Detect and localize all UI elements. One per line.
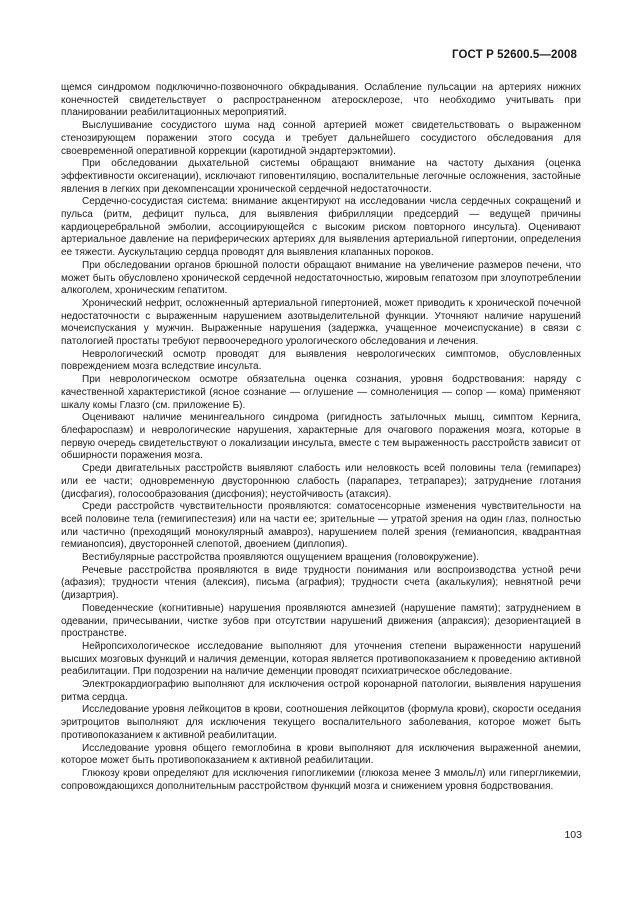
body-text xyxy=(61,82,581,793)
paragraph: Среди двигательных расстройств выявляют слабость или неловкость всей половины тела (гемипарез) или ее части; одновременную двустороннюю слабость (парапарез, тетрапарез); затруднение глотания (дисфагия), голосообразования (дисфония); неустойчивость (атаксия). xyxy=(61,463,581,500)
paragraph: Среди расстройств чувствительности проявляются: соматосенсорные изменения чувствительности на всей половине тела (гемигипестезия) или на части ее; зрительные — утратой зрения на один глаз, полностью или частично (преходящий монокулярный амавроз), нарушением полей зрения (гемианопсия, квадрантная гемианопсия), двусторонней слепотой, двоением (диплопия). xyxy=(61,501,581,551)
paragraph: Хронический нефрит, осложненный артериальной гипертонией, может приводить к хронической почечной недостаточности с выраженным нарушением азотвыделительной функции. Уточняют наличие нарушений мочеиспускания у мужчин. Выраженные нарушения (задержка, учащенное мочеиспускание) в связи с патологией простаты требуют первоочередного урологического обследования и лечения. xyxy=(61,297,581,348)
paragraph: При обследовании органов брюшной полости обращают внимание на увеличение размеров печени, что может быть обусловлено хронической сердечной недостаточностью, жировым гепатозом при злоупотреблении алкоголем, хроническим гепатитом. xyxy=(61,259,581,297)
paragraph: Электрокардиографию выполняют для исключения острой коронарной патологии, выявления нарушения ритма сердца. xyxy=(61,679,581,703)
paragraph: Вестибулярные расстройства проявляются ощущением вращения (головокружение). xyxy=(82,552,479,564)
paragraph: Поведенческие (когнитивные) нарушения проявляются амнезией (нарушение памяти); затруднением в одевании, причесывании, чистке зубов при отсутствии нарушений движения (апраксия); дезориентацией в пространстве. xyxy=(61,602,581,640)
paragraph: Неврологический осмотр проводят для выявления неврологических симптомов, обусловленных повреждением мозга вследствие инсульта. xyxy=(61,348,581,373)
paragraph: Сердечно-сосудистая система: внимание акцентируют на исследовании числа сердечных сокращений и пульса (ритм, дефицит пульса, для выявления фибрилляции предсердий — ведущей причины кардиоцеребральной эмболии, ассоциирующейся с высоким риском повторного инсульта). Оценивают артериальное давление на периферических артериях для выявления артериальной гипертонии, определения ее тяжести. Аускультацию сердца проводят для выявления клапанных пороков. xyxy=(61,196,581,259)
paragraph: Оценивают наличие менингеального синдрома (ригидность затылочных мышц, симптом Кернига, блефароспазм) и неврологические нарушения, характерные для очагового поражения мозга, которые в первую очередь свидетельствуют о локализации инсульта, вместе с тем выраженность расстройств зависит от обширности поражения мозга. xyxy=(61,412,581,462)
paragraph: Глюкозу крови определяют для исключения гипогликемии (глюкоза менее 3 ммоль/л) или гипергликемии, сопровождающихся дополнительным расстройством функций мозга и снижением уровня бодрствования. xyxy=(61,767,581,792)
paragraph: Речевые расстройства проявляются в виде трудности понимания или воспроизводства устной речи (афазия); трудности чтения (алексия), письма (аграфия); трудности счета (акалькулия); невнятной речи (дизартрия). xyxy=(61,564,581,602)
paragraph: Исследование уровня лейкоцитов в крови, соотношения лейкоцитов (формула крови), скорости оседания эритроцитов выполняют для исключения текущего воспалительного заболевания, которое может быть противопоказанием к активной реабилитации. xyxy=(61,704,581,741)
standard-header: ГОСТ Р 52600.5—2008 xyxy=(452,49,577,61)
paragraph-continuation: щемся синдромом подключично-позвоночного обкрадывания. Ослабление пульсации на артериях нижних конечностей свидетельствует о распространенном атеросклерозе, что необходимо учитывать при планировании реабилитационных мероприятий. xyxy=(61,82,581,119)
paragraph: При неврологическом осмотре обязательна оценка сознания, уровня бодрствования: наряду с качественной характеристикой (ясное сознание — оглушение — сомнолениция — сопор — кома) применяют шкалу комы Глазго (см. приложение Б). xyxy=(61,374,581,411)
paragraph: При обследовании дыхательной системы обращают внимание на частоту дыхания (оценка эффективности оксигенации), исключают гиповентиляцию, воспалительные легочные осложнения, застойные явления в легких при декомпенсации хронической сердечной недостаточности. xyxy=(61,158,581,195)
paragraph: Исследование уровня общего гемоглобина в крови выполняют для исключения выраженной анемии, которое может быть противопоказанием к активной реабилитации. xyxy=(61,742,581,767)
paragraph: Выслушивание сосудистого шума над сонной артерией может свидетельствовать о выраженном стенозирующем поражении этого сосуда и требует дальнейшего сосудистого обследования для своевременной оперативной коррекции (каротидной эндартерэктомии). xyxy=(61,120,581,157)
paragraph: Нейропсихологическое исследование выполняют для уточнения степени выраженности нарушений высших мозговых функций и наличия деменции, которая является противопоказанием к проведению активной реабилитации. При подозрении на наличие деменции проводят психиатрическое обследование. xyxy=(61,640,581,678)
page-number: 103 xyxy=(564,829,582,841)
